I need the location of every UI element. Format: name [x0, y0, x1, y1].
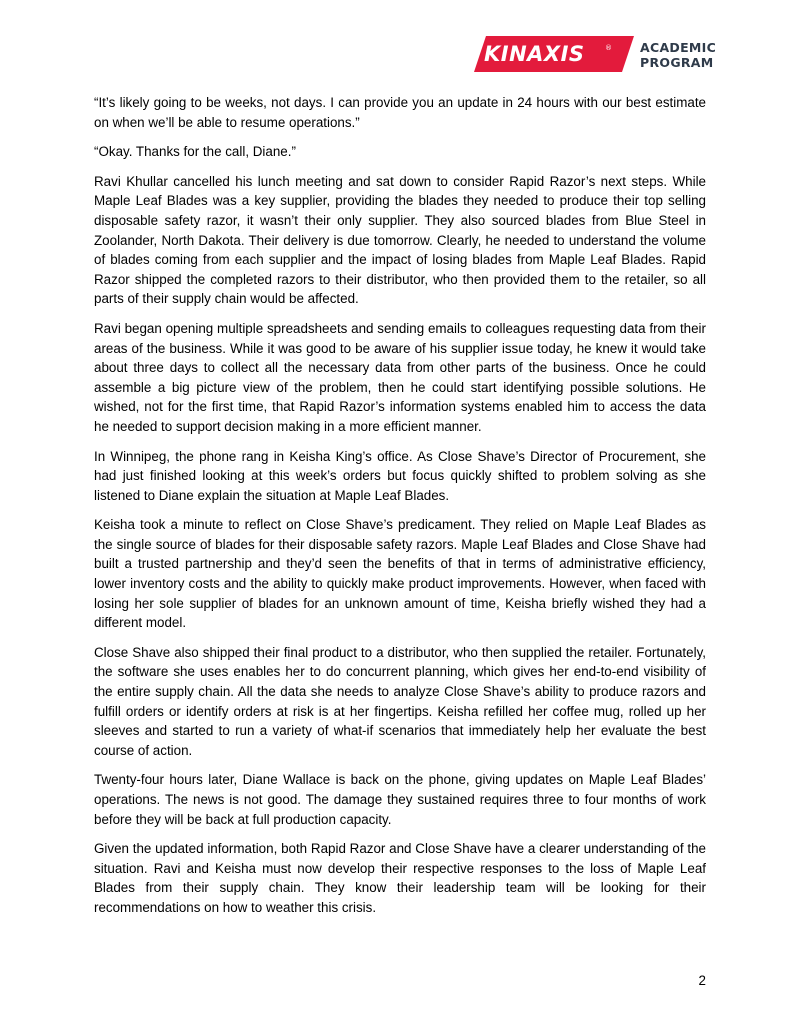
paragraph: Given the updated information, both Rapid Razor and Close Shave have a clearer understanding of the situation. Ravi and Keisha must now develop their respective responses to the loss of Maple Leaf Blades from their supply chain. They know their leadership team will be looking for their recommendations on how to weather this crisis.: [94, 841, 706, 915]
paragraph: Ravi Khullar cancelled his lunch meeting and sat down to consider Rapid Razor’s next steps. While Maple Leaf Blades was a key supplier, providing the blades they needed to produce their top selling disposable safety razor, it wasn’t their only supplier. They also sourced blades from Blue Steel in Zoolander, North Dakota. Their delivery is due tomorrow. Clearly, he needed to understand the volume of blades coming from each supplier and the impact of losing blades from Maple Leaf Blades. Rapid Razor shipped the completed razors to their distributor, who then provided them to the retailer, so all parts of their supply chain would be affected.: [94, 173, 706, 307]
paragraph: Keisha took a minute to reflect on Close Shave’s predicament. They relied on Maple Leaf Blades as the single source of blades for their disposable safety razors. Maple Leaf Blades and Close Shave had built a trusted partnership and they’d seen the benefits of that in terms of administrative efficiency, lower inventory costs and the ability to quickly make product improvements. However, when faced with losing her sole supplier of blades for an unknown amount of time, Keisha briefly wished they had a different model.: [94, 517, 706, 631]
program-line-2: PROGRAM: [640, 55, 714, 70]
paragraph: Close Shave also shipped their final product to a distributor, who then supplied the retailer. Fortunately, the software she uses enables her to do concurrent planning, which gives her end-to-end visibility of the entire supply chain. All the data she needs to analyze Close Shave’s ability to produce razors and fulfill orders or identify orders at risk is at her fingertips. Keisha refilled her coffee mug, rolled up her sleeves and started to run a variety of what-if scenarios that immediately help her evaluate the best course of action.: [94, 644, 706, 758]
paragraph: Twenty-four hours later, Diane Wallace is back on the phone, giving updates on Maple Leaf Blades’ operations. The news is not good. The damage they sustained requires three to four months of work before they will be back at full production capacity.: [94, 772, 706, 827]
kinaxis-academic-program-logo: [474, 36, 717, 76]
program-line-1: ACADEMIC: [640, 40, 717, 55]
kinaxis-logo-badge: [474, 36, 634, 72]
paragraph: In Winnipeg, the phone rang in Keisha King’s office. As Close Shave’s Director of Procurement, she had just finished looking at this week’s orders but focus quickly shifted to problem solving as she listened to Diane explain the situation at Maple Leaf Blades.: [94, 448, 706, 503]
logo-registered-mark: ®: [605, 44, 612, 52]
academic-program-label: [640, 40, 716, 70]
page-number: 2: [698, 973, 706, 988]
paragraph: Ravi began opening multiple spreadsheets and sending emails to colleagues requesting data from their areas of the business. While it was good to be aware of his supplier issue today, he knew it would take about three days to collect all the necessary data from other parts of the business. Once he could assemble a big picture view of the problem, then he could start identifying possible solutions. He wished, not for the first time, that Rapid Razor’s information systems enabled him to access the data he needed to support decision making in a more efficient manner.: [94, 320, 706, 434]
paragraph: “It’s likely going to be weeks, not days. I can provide you an update in 24 hours with our best estimate on when we’ll be able to resume operations.”: [94, 95, 706, 130]
logo-wordmark: KINAXIS: [484, 42, 585, 66]
document-body: [94, 93, 706, 928]
paragraph: “Okay. Thanks for the call, Diane.”: [94, 144, 296, 160]
